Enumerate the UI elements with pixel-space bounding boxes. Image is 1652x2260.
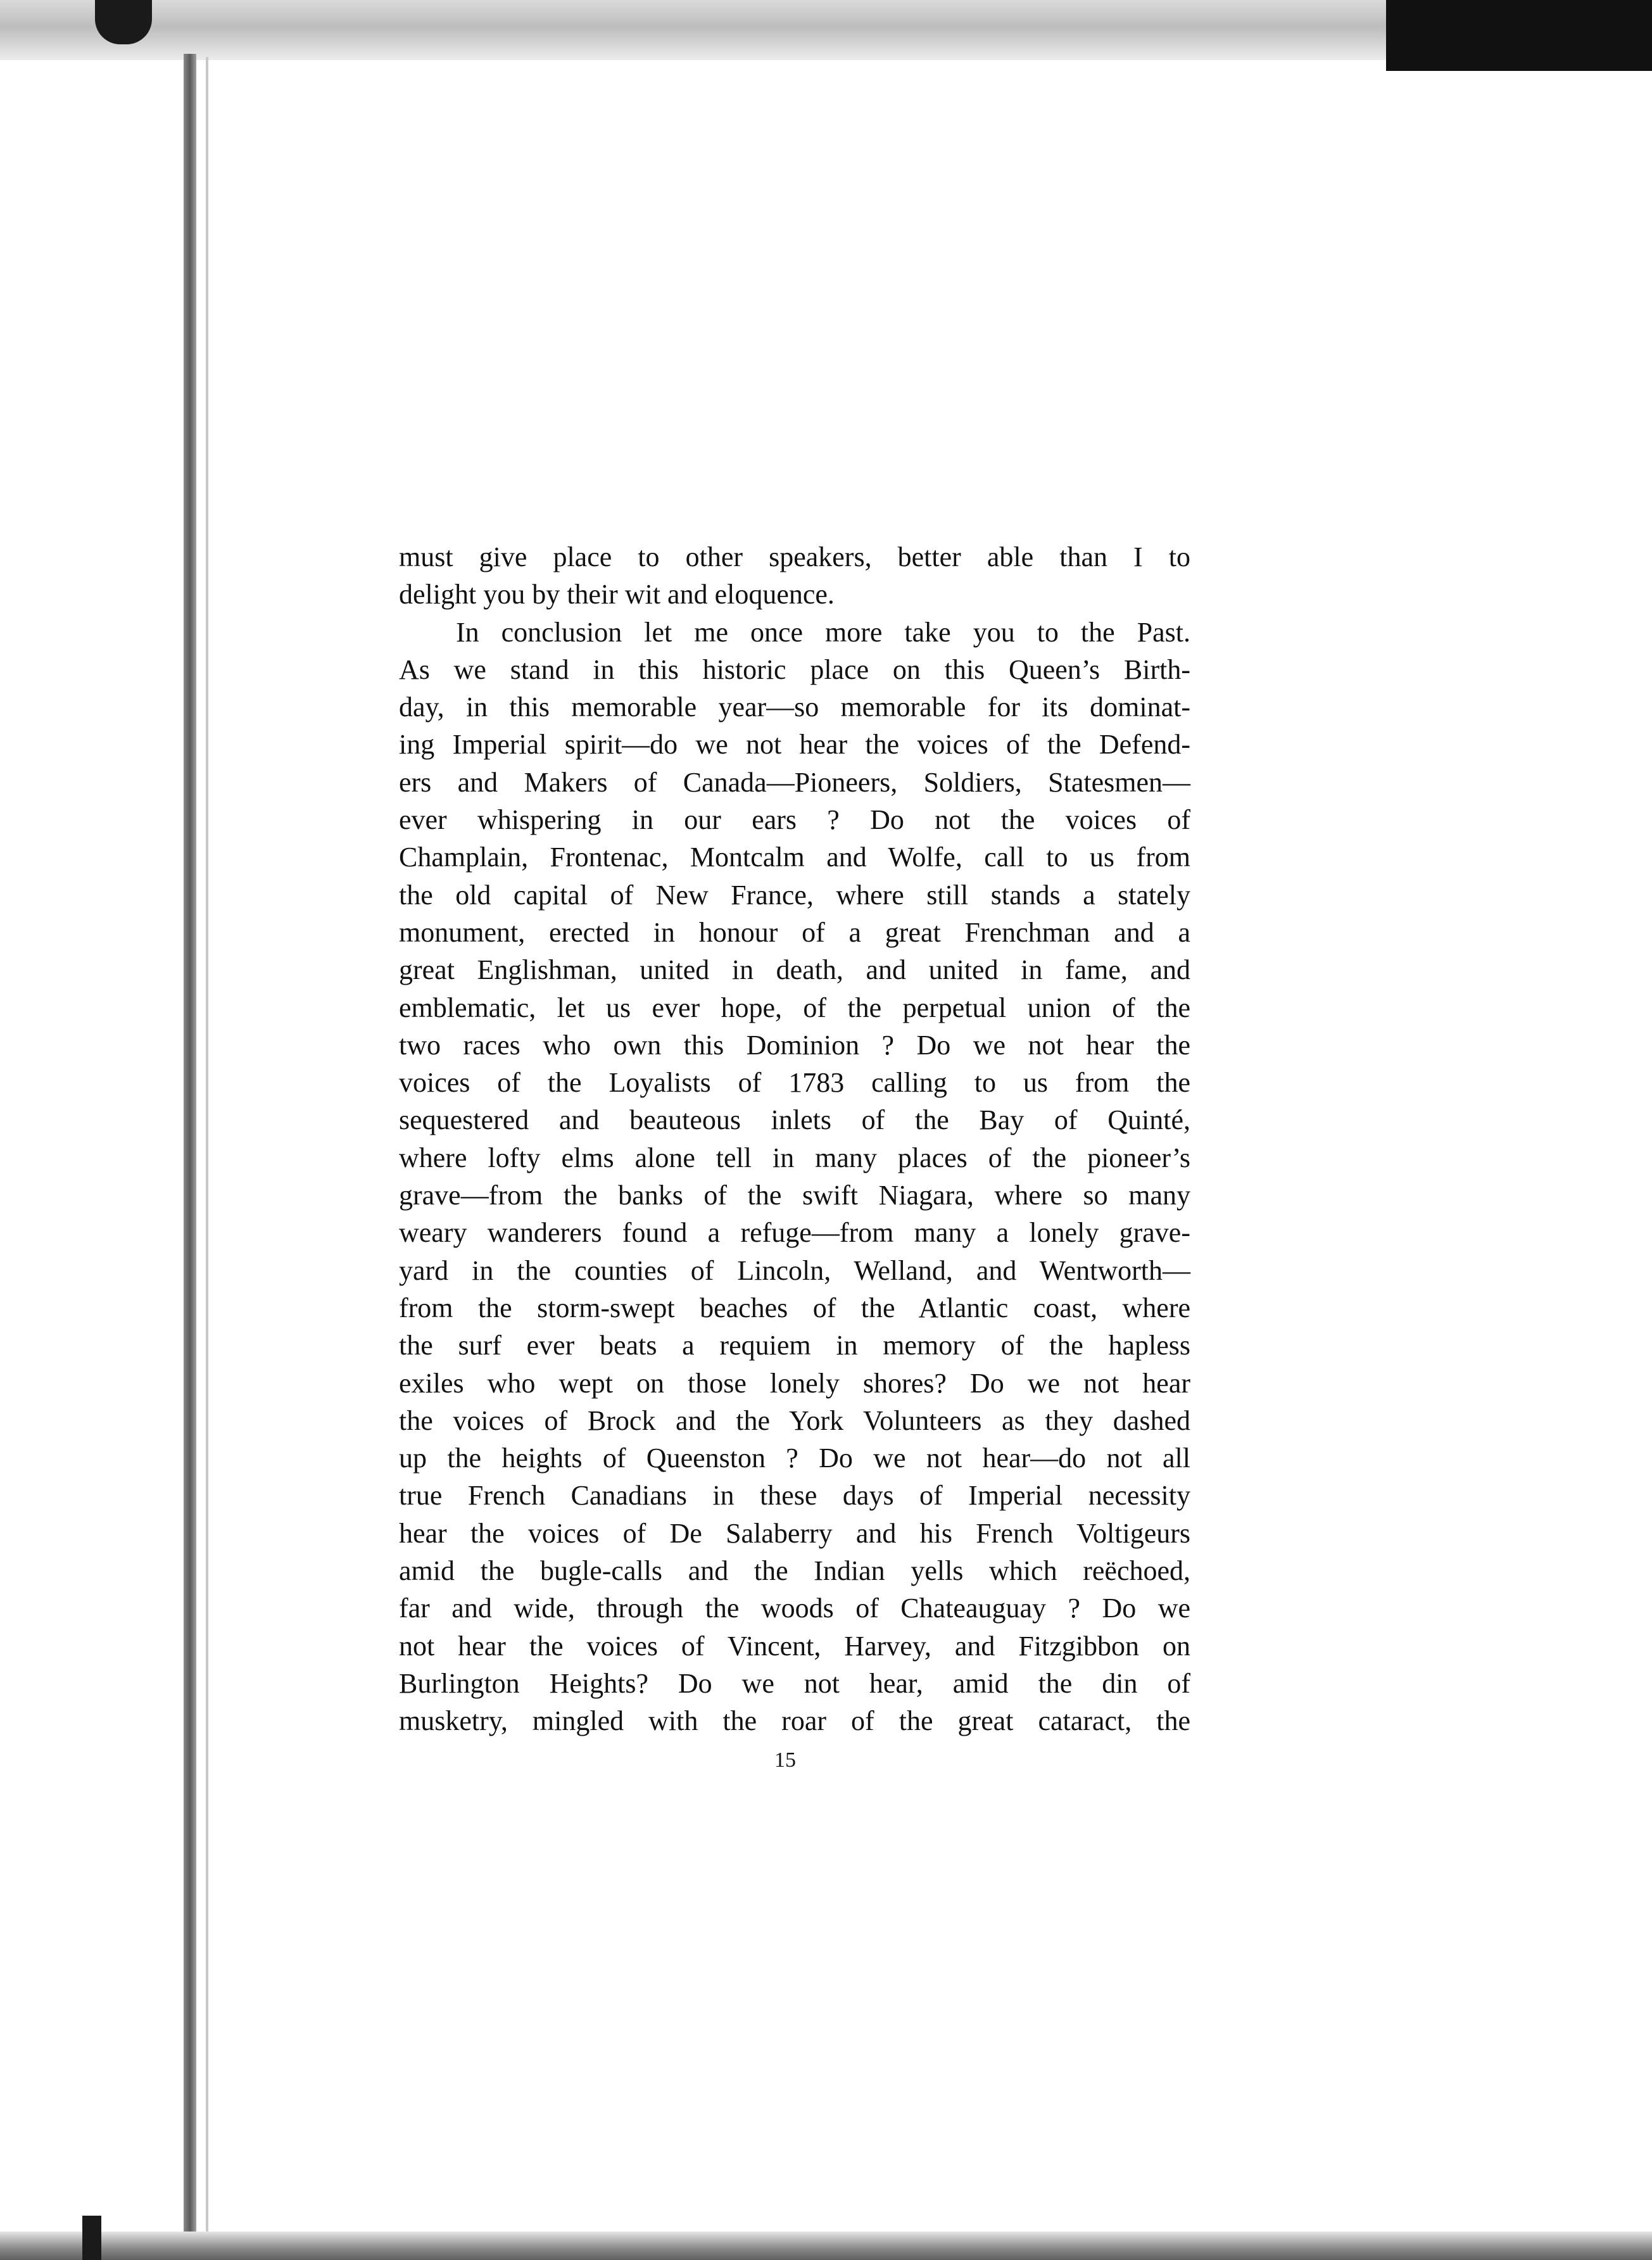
text-line: from the storm-swept beaches of the Atlantic coast, where bbox=[399, 1292, 1190, 1323]
scan-binding-line bbox=[206, 57, 208, 2248]
text-line: the voices of Brock and the York Volunteers as they dashed bbox=[399, 1405, 1190, 1436]
body-text bbox=[399, 538, 1190, 1740]
text-line: musketry, mingled with the roar of the great cataract, the bbox=[399, 1705, 1190, 1737]
text-line: true French Canadians in these days of Imperial necessity bbox=[399, 1480, 1190, 1512]
text-line: day, in this memorable year—so memorable for its dominat- bbox=[399, 691, 1190, 723]
text-line: must give place to other speakers, better able than I to bbox=[399, 541, 1190, 572]
text-line: ers and Makers of Canada—Pioneers, Soldiers, Statesmen— bbox=[399, 766, 1190, 798]
text-line: not hear the voices of Vincent, Harvey, and Fitzgibbon on bbox=[399, 1630, 1190, 1662]
text-line: As we stand in this historic place on this Queen’s Birth- bbox=[399, 653, 1190, 685]
text-line: ing Imperial spirit—do we not hear the voices of the Defend- bbox=[399, 729, 1190, 761]
text-line: In conclusion let me once more take you to the Past. bbox=[456, 616, 1190, 648]
scan-binding-edge bbox=[184, 54, 196, 2257]
text-line: ever whispering in our ears ? Do not the voices of bbox=[399, 804, 1190, 836]
text-line: grave—from the banks of the swift Niagara, where so many bbox=[399, 1180, 1190, 1211]
text-line: emblematic, let us ever hope, of the perpetual union of the bbox=[399, 992, 1190, 1023]
text-line: where lofty elms alone tell in many places of the pioneer’s bbox=[399, 1142, 1190, 1173]
text-line: sequestered and beauteous inlets of the Bay of Quinté, bbox=[399, 1104, 1190, 1136]
text-line: the old capital of New France, where still stands a stately bbox=[399, 879, 1190, 911]
text-line: two races who own this Dominion ? Do we not hear the bbox=[399, 1029, 1190, 1061]
text-line: Burlington Heights? Do we not hear, amid the din of bbox=[399, 1667, 1190, 1699]
scan-artifact-bottom-left bbox=[82, 2216, 101, 2260]
scan-artifact-top-left bbox=[95, 0, 152, 44]
scan-bottom-edge bbox=[0, 2232, 1652, 2260]
text-line: Champlain, Frontenac, Montcalm and Wolfe, call to us from bbox=[399, 842, 1190, 873]
page-number: 15 bbox=[774, 1748, 796, 1772]
text-line: voices of the Loyalists of 1783 calling to us from the bbox=[399, 1067, 1190, 1099]
text-line: weary wanderers found a refuge—from many a lonely grave- bbox=[399, 1217, 1190, 1249]
scan-artifact-top-right bbox=[1386, 0, 1652, 71]
text-line: far and wide, through the woods of Chateauguay ? Do we bbox=[399, 1593, 1190, 1624]
text-line: delight you by their wit and eloquence. bbox=[399, 579, 835, 610]
text-line: up the heights of Queenston ? Do we not hear—do not all bbox=[399, 1442, 1190, 1474]
text-line: monument, erected in honour of a great Frenchman and a bbox=[399, 916, 1190, 948]
text-line: exiles who wept on those lonely shores? Do we not hear bbox=[399, 1367, 1190, 1399]
text-line: great Englishman, united in death, and united in fame, and bbox=[399, 954, 1190, 986]
text-line: amid the bugle-calls and the Indian yells which reëchoed, bbox=[399, 1555, 1190, 1587]
text-line: hear the voices of De Salaberry and his French Voltigeurs bbox=[399, 1517, 1190, 1549]
text-line: yard in the counties of Lincoln, Welland, and Wentworth— bbox=[399, 1254, 1190, 1286]
text-line: the surf ever beats a requiem in memory of the hapless bbox=[399, 1330, 1190, 1361]
